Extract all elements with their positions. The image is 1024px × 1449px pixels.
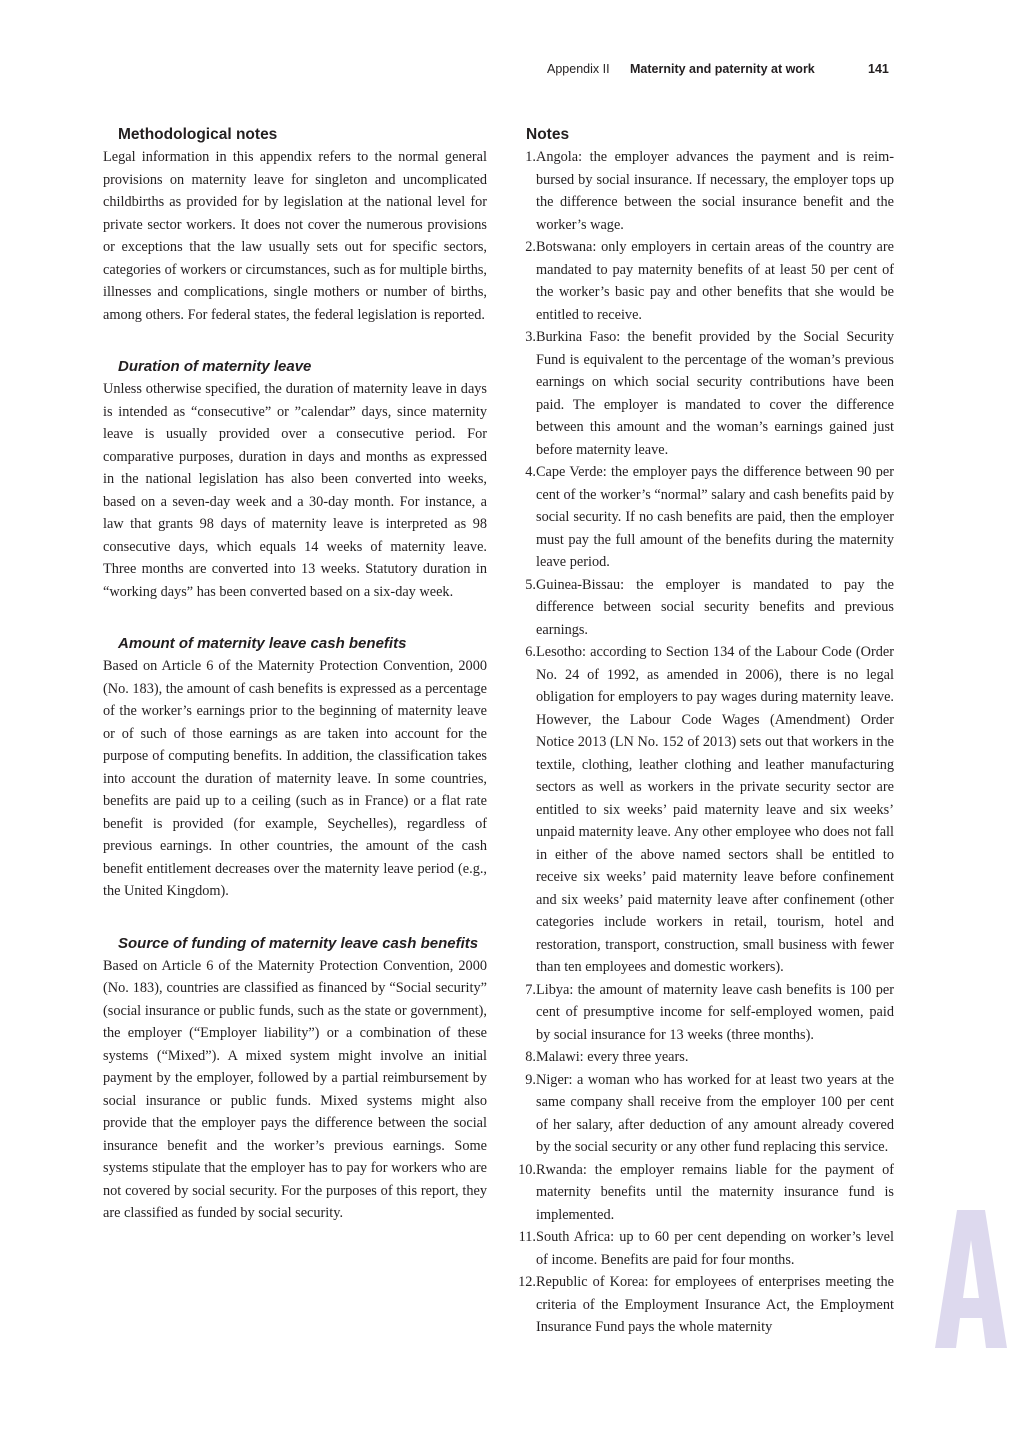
note-item [508,641,894,979]
funding-heading: Source of funding of maternity leave cash benefits [118,934,479,952]
note-text: Rwanda: the employer remains liable for the payment of maternity benefits until the maternity insurance fund is implemented. [536,1161,894,1223]
note-item [508,979,894,1047]
note-item [508,1271,894,1339]
note-text: Malawi: every three years. [536,1049,689,1065]
note-item [508,574,894,642]
note-text: Botswana: only employers in certain areas of the country are mandated to pay maternity benefits of at least 50 per cent of the worker’s basic pay and other benefits that she would be entitled to receive. [536,239,894,323]
note-number: 12. [518,1274,536,1290]
note-text: Burkina Faso: the benefit provided by the Social Security Fund is equivalent to the percentage of the woman’s previous earnings on which social security contributions have been paid. The employer is mandated to cover the difference between this amount and the woman’s earnings gained just before maternity leave. [536,329,894,458]
appendix-letter-glyph [933,1210,1009,1348]
header-section-label: Appendix II [547,62,610,76]
note-text: Republic of Korea: for employees of enterprises meeting the criteria of the Employment Insurance Act, the Employment Insurance Fund pays the whole maternity [536,1274,894,1335]
funding-paragraph: Based on Article 6 of the Maternity Protection Convention, 2000 (No. 183), countries are classified as financed by “Social security” (social insurance or public funds, such as the state or government), the employer (“Employer liability”) or a combination of these systems (“Mixed”). A mixed system might involve an initial payment by the employer, followed by a partial reimbursement by social insurance or public funds. Mixed systems might also provide that the employer pays the difference between the social insurance benefit and the worker’s previous earnings. Some systems stipulate that the employer has to pay for workers who are not covered by social security. For the purposes of this report, they are classified as funded by social security. [103,957,487,1221]
amount-heading: Amount of maternity leave cash benefits [118,635,407,652]
amount-paragraph: Based on Article 6 of the Maternity Protection Convention, 2000 (No. 183), the amount of cash benefits is expressed as a percentage of the worker’s earnings prior to the beginning of maternity leave or of such of those earnings as are taken into account for the purpose of computing benefits. In addition, the classification takes into account the duration of maternity leave. In some countries, benefits are paid up to a ceiling (such as in France) or a flat rate benefit is provided (for example, Seychelles), regardless of previous earnings. In other countries, the amount of the cash benefit entitlement decreases over the maternity leave period (e.g., the United Kingdom). [103,658,487,899]
note-number: 10. [518,1161,536,1178]
methodological-notes-heading: Methodological notes [118,126,278,143]
duration-heading: Duration of maternity leave [118,358,312,375]
running-header [0,60,1024,80]
note-item [508,461,894,574]
appendix-tab-marker [933,1210,1009,1348]
note-number: 1. [525,149,536,165]
note-text: Lesotho: according to Section 134 of the Labour Code (Order No. 24 of 1992, as amended in 2006), there is no legal obligation for employers to pay wages during maternity leave. However, the Labour Code Wages (Amendment) Order Notice 2013 (LN No. 152 of 2013) sets out that workers in the textile, clothing, leather clothing and leather manufacturing sectors as well as workers in the private security sector are entitled to six weeks’ paid maternity leave and six weeks’ unpaid maternity leave. Any other employee who does not fall in either of the above named sectors shall be entitled to receive six weeks’ paid maternity leave before confinement and six weeks’ paid maternity leave after confinement (other categories include workers in retail, tourism, hotel and restoration, transport, construction, small business with fewer than ten employees and domestic workers). [536,644,894,975]
note-item [508,1159,894,1227]
note-text: South Africa: up to 60 per cent depending on worker’s level of income. Benefits are paid for four months. [536,1229,894,1268]
note-text: Libya: the amount of maternity leave cash benefits is 100 per cent of presumptive income for self-employed women, paid by social insurance for 13 weeks (three months). [536,981,894,1043]
note-number: 9. [525,1071,536,1088]
note-item [508,236,894,326]
note-text: Angola: the employer advances the payment and is reimbursed by social insurance. If necessary, the employer tops up the difference between the social insurance benefit and the worker’s wage. [536,149,894,233]
notes-heading: Notes [526,126,570,143]
note-number: 5. [525,576,536,593]
note-number: 6. [525,644,536,660]
right-column [508,124,894,1339]
note-item [508,1046,894,1069]
note-number: 11. [518,1229,536,1245]
note-item [508,146,894,236]
notes-list [508,146,894,1339]
note-item [508,1069,894,1159]
header-chapter-title: Maternity and paternity at work [630,62,815,76]
note-number: 8. [525,1049,536,1065]
left-column [103,124,487,1225]
duration-paragraph: Unless otherwise specified, the duration of maternity leave in days is intended as “consecutive” or ”calendar” days, since maternity leave is usually provided over a consecutive period. For comparative purposes, duration in days and months as expressed in the national legislation has also been converted into weeks, based on a seven-day week and a 30-day month. For instance, a law that grants 98 days of maternity leave is interpreted as 98 consecutive days, which equals 14 weeks of maternity leave. Three months are converted into 13 weeks. Statutory duration in “working days” has been converted based on a six-day week. [103,381,487,600]
page-number: 141 [868,62,889,76]
note-item [508,1226,894,1271]
note-number: 2. [525,239,536,255]
note-text: Cape Verde: the employer pays the difference between 90 per cent of the worker’s “normal” salary and cash benefits paid by social security. If no cash benefits are paid, then the employer must pay the full amount of the benefits during the maternity leave period. [536,464,894,570]
note-number: 3. [525,329,536,345]
note-item [508,326,894,461]
intro-paragraph: Legal information in this appendix refers to the normal general provisions on maternity leave for singleton and uncomplicated childbirths as provided for by legislation at the national level for private sector workers. It does not cover the numerous provisions or exceptions that the law usually sets out for specific sectors, categories of workers or circumstances, such as for multiple births, illnesses and complications, single mothers or number of births, among others. For federal states, the federal legislation is reported. [103,149,487,323]
note-number: 4. [525,464,536,480]
note-text: Guinea-Bissau: the employer is mandated to pay the difference between social security benefits and previous earnings. [536,576,894,638]
note-text: Niger: a woman who has worked for at least two years at the same company shall receive from the employer 100 per cent of her salary, after deduction of any amount already covered by the social security or any other fund replacing this service. [536,1071,894,1155]
note-number: 7. [525,981,536,998]
